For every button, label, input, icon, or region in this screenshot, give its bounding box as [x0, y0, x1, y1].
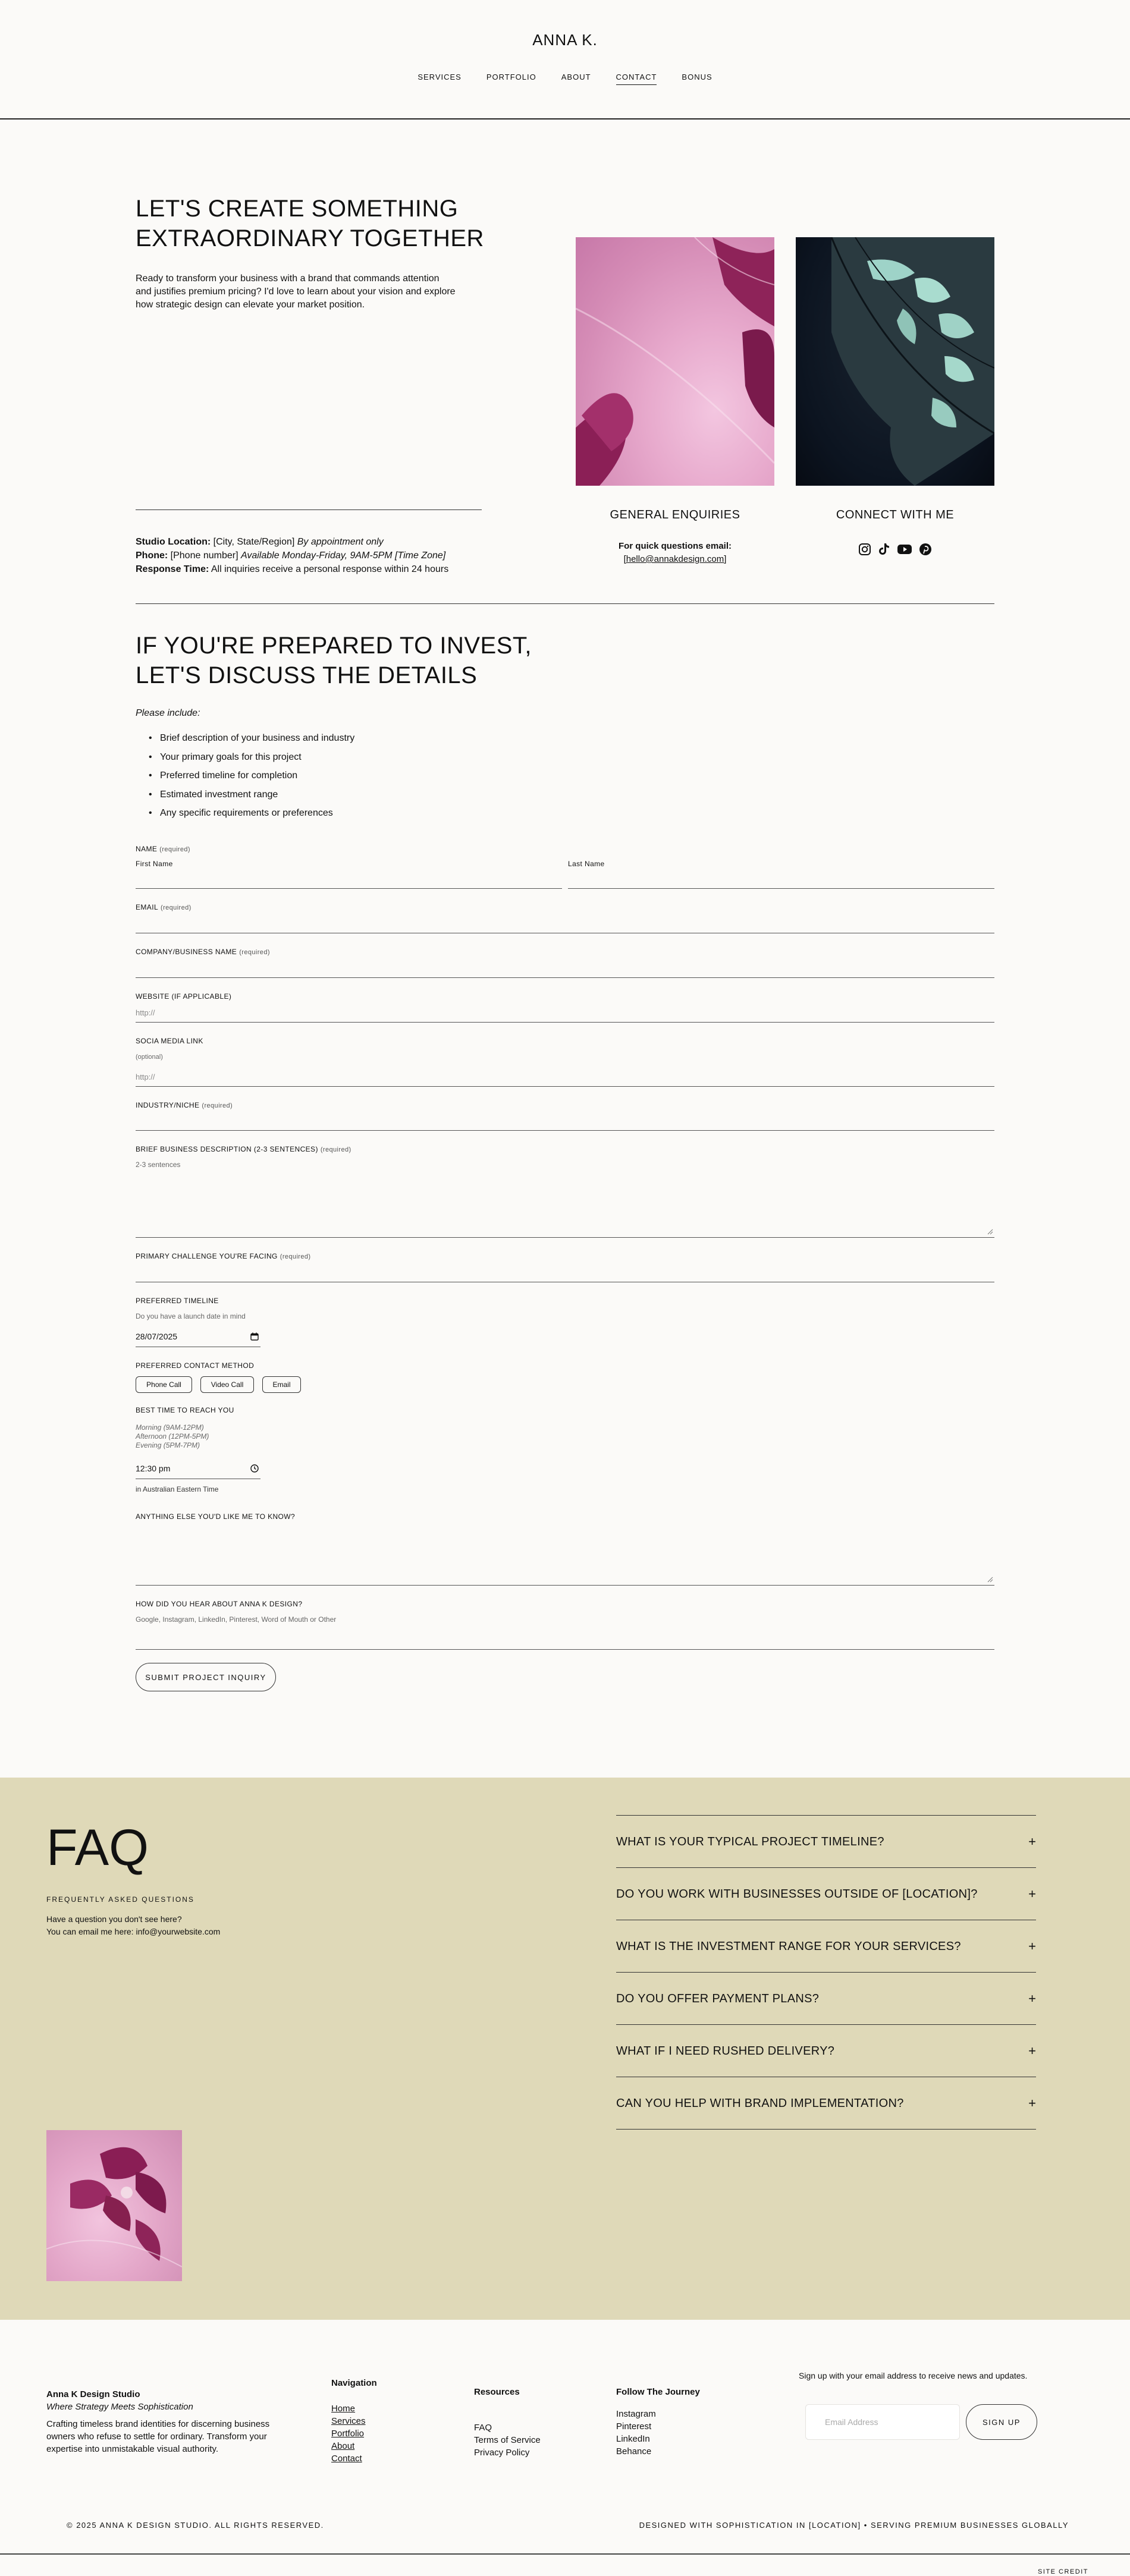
footer-divider — [0, 2553, 1130, 2555]
nav-portfolio[interactable]: PORTFOLIO — [486, 73, 536, 81]
copyright: © 2025 ANNA K DESIGN STUDIO. ALL RIGHTS RESERVED. — [67, 2521, 324, 2530]
nav-contact[interactable]: CONTACT — [616, 73, 657, 85]
footer-link-home[interactable]: Home — [331, 2404, 356, 2414]
tiktok-icon[interactable] — [878, 543, 890, 556]
footer-link-services[interactable]: Services — [331, 2416, 366, 2426]
faq-item[interactable] — [616, 2024, 1036, 2077]
nav-bonus[interactable]: BONUS — [682, 73, 712, 81]
first-name-label: First Name — [136, 860, 173, 868]
footer-resources-links — [474, 2421, 541, 2459]
faq-orchid-image — [46, 2130, 182, 2281]
signup-button[interactable]: SIGN UP — [966, 2404, 1037, 2440]
brand-logo[interactable]: ANNA K. — [532, 31, 598, 49]
first-name-field[interactable] — [136, 888, 562, 889]
connect-title: CONNECT WITH ME — [836, 508, 955, 521]
faq-bottom-divider — [616, 2129, 1036, 2130]
best-time-label: BEST TIME TO REACH YOU — [136, 1406, 234, 1414]
list-item: • Preferred timeline for completion — [149, 770, 298, 781]
website-field-line — [136, 1022, 994, 1023]
website-label: WEBSITE (IF APPLICABLE) — [136, 992, 232, 1001]
orchid-image — [576, 237, 774, 486]
faq-question: DO YOU WORK WITH BUSINESSES OUTSIDE OF [LOCATION]? — [616, 1888, 978, 1901]
video-call-option[interactable]: Video Call — [200, 1376, 254, 1393]
list-item: • Estimated investment range — [149, 789, 278, 800]
faq-item[interactable] — [616, 1867, 1036, 1920]
intro-text: Ready to transform your business with a brand that commands attention and justifies premium pricing? I'd love to learn about your vision and explore how strategic design can elevate your market position. — [136, 273, 456, 310]
footer-follow-links — [616, 2408, 656, 2458]
submit-inquiry-button[interactable]: SUBMIT PROJECT INQUIRY — [136, 1663, 276, 1691]
general-enquiries-title: GENERAL ENQUIRIES — [610, 508, 740, 521]
studio-divider — [136, 509, 482, 510]
butterfly-wing-image — [796, 237, 994, 486]
enquiries-label: For quick questions email: — [618, 541, 732, 551]
footer-link-terms[interactable]: Terms of Service — [474, 2435, 541, 2445]
faq-item[interactable] — [616, 1815, 1036, 1867]
footer-description: Crafting timeless brand identities for discerning business owners who refuse to settle for ordinary. Transform your expertise into unmistakable visual authority. — [46, 2419, 270, 2454]
nav-services[interactable]: SERVICES — [418, 73, 462, 81]
company-label: COMPANY/BUSINESS NAME (required) — [136, 948, 270, 956]
faq-item[interactable] — [616, 2077, 1036, 2129]
social-label: SOCIA MEDIA LINK — [136, 1037, 203, 1045]
last-name-label: Last Name — [568, 860, 605, 868]
social-input[interactable]: http:// — [136, 1072, 155, 1081]
social-field-line — [136, 1086, 994, 1087]
plus-icon[interactable]: + — [1028, 2043, 1036, 2058]
plus-icon[interactable]: + — [1028, 1991, 1036, 2006]
footer-link-about[interactable]: About — [331, 2441, 355, 2451]
plus-icon[interactable]: + — [1028, 1886, 1036, 1901]
hear-about-field[interactable] — [136, 1649, 994, 1650]
social-optional: (optional) — [136, 1053, 163, 1061]
timeline-hint: Do you have a launch date in mind — [136, 1312, 246, 1320]
industry-field[interactable] — [136, 1130, 994, 1131]
resize-handle[interactable] — [987, 1577, 993, 1583]
footer-follow-title: Follow The Journey — [616, 2387, 700, 2397]
footer-link-contact[interactable]: Contact — [331, 2454, 362, 2464]
intro-title: LET'S CREATE SOMETHING EXTRAORDINARY TOGETHER — [136, 196, 484, 251]
instagram-icon[interactable] — [858, 543, 871, 556]
footer-link-linkedin[interactable]: LinkedIn — [616, 2434, 650, 2444]
newsletter-email-input[interactable]: Email Address — [805, 2404, 960, 2440]
challenge-label: PRIMARY CHALLENGE YOU'RE FACING (required) — [136, 1252, 311, 1260]
nav-about[interactable]: ABOUT — [561, 73, 591, 81]
timeline-label: PREFERRED TIMELINE — [136, 1297, 219, 1305]
designed-note: DESIGNED WITH SOPHISTICATION IN [LOCATION] • SERVING PREMIUM BUSINESSES GLOBALLY — [639, 2521, 1069, 2530]
header-divider — [0, 118, 1130, 119]
list-item: • Brief description of your business and industry — [149, 733, 355, 743]
section-divider — [136, 603, 994, 604]
main-nav — [0, 73, 1130, 85]
please-include: Please include: — [136, 708, 200, 718]
footer-link-faq[interactable]: FAQ — [474, 2423, 492, 2433]
calendar-icon[interactable] — [250, 1332, 259, 1341]
plus-icon[interactable]: + — [1028, 1834, 1036, 1849]
time-zone-note: in Australian Eastern Time — [136, 1485, 219, 1493]
anything-else-textarea[interactable] — [136, 1523, 994, 1585]
description-field-line — [136, 1237, 994, 1238]
footer-nav-title: Navigation — [331, 2378, 377, 2388]
faq-title: FAQ — [46, 1819, 149, 1876]
studio-info: Studio Location: [City, State/Region] By appointment only Phone: [Phone number] Available Monday-Friday, 9AM-5PM [Time Zone] Response Time: All inquiries receive a personal response within 24 hours — [136, 537, 449, 574]
youtube-icon[interactable] — [897, 544, 912, 555]
faq-question: DO YOU OFFER PAYMENT PLANS? — [616, 1992, 820, 2005]
faq-question: CAN YOU HELP WITH BRAND IMPLEMENTATION? — [616, 2097, 904, 2110]
timeline-date-input[interactable]: 28/07/2025 — [136, 1332, 178, 1341]
faq-question: WHAT IF I NEED RUSHED DELIVERY? — [616, 2045, 835, 2058]
description-input[interactable]: 2-3 sentences — [136, 1160, 181, 1169]
website-input[interactable]: http:// — [136, 1008, 155, 1017]
list-item: • Your primary goals for this project — [149, 751, 302, 762]
social-icons — [858, 543, 932, 556]
best-time-input[interactable]: 12:30 pm — [136, 1464, 171, 1473]
plus-icon[interactable]: + — [1028, 2096, 1036, 2111]
footer-link-behance[interactable]: Behance — [616, 2446, 652, 2457]
faq-subtitle: FREQUENTLY ASKED QUESTIONS — [46, 1895, 194, 1904]
last-name-field[interactable] — [568, 888, 994, 889]
list-item: • Any specific requirements or preferences — [149, 808, 333, 818]
enquiries-email-link[interactable]: [hello@annakdesign.com] — [623, 554, 727, 564]
invest-title: IF YOU'RE PREPARED TO INVEST, LET'S DISCUSS THE DETAILS — [136, 633, 532, 688]
anything-else-field-line — [136, 1585, 994, 1586]
enquiries-block — [576, 540, 774, 566]
site-credit-link[interactable]: SITE CREDIT — [1038, 2568, 1088, 2575]
company-field[interactable] — [136, 977, 994, 978]
footer-link-instagram[interactable]: Instagram — [616, 2409, 656, 2419]
industry-label: INDUSTRY/NICHE (required) — [136, 1101, 233, 1109]
faq-contact-text: Have a question you don't see here? You can email me here: info@yourwebsite.com — [46, 1914, 221, 1936]
include-list — [149, 729, 354, 823]
best-time-hints: Morning (9AM-12PM) Afternoon (12PM-5PM) Evening (5PM-7PM) — [136, 1423, 209, 1449]
faq-question: WHAT IS THE INVESTMENT RANGE FOR YOUR SERVICES? — [616, 1940, 961, 1953]
footer-brand: Anna K Design Studio Where Strategy Meets Sophistication — [46, 2389, 193, 2412]
newsletter-text: Sign up with your email address to receive news and updates. — [799, 2371, 1028, 2380]
plus-icon[interactable]: + — [1028, 1939, 1036, 1954]
footer-link-portfolio[interactable]: Portfolio — [331, 2429, 365, 2439]
email-option[interactable]: Email — [262, 1376, 301, 1393]
phone-call-option[interactable]: Phone Call — [136, 1376, 192, 1393]
anything-else-label: ANYTHING ELSE YOU'D LIKE ME TO KNOW? — [136, 1512, 296, 1521]
footer-link-pinterest[interactable]: Pinterest — [616, 2421, 652, 2432]
faq-question: WHAT IS YOUR TYPICAL PROJECT TIMELINE? — [616, 1835, 884, 1848]
hear-about-hint: Google, Instagram, LinkedIn, Pinterest, Word of Mouth or Other — [136, 1615, 337, 1624]
name-label: NAME (required) — [136, 845, 190, 853]
pinterest-icon[interactable] — [919, 543, 932, 556]
footer-link-privacy[interactable]: Privacy Policy — [474, 2448, 530, 2458]
hear-about-label: HOW DID YOU HEAR ABOUT ANNA K DESIGN? — [136, 1600, 303, 1608]
description-label: BRIEF BUSINESS DESCRIPTION (2-3 SENTENCES) (required) — [136, 1145, 351, 1153]
resize-handle[interactable] — [987, 1229, 993, 1235]
contact-method-label: PREFERRED CONTACT METHOD — [136, 1361, 255, 1370]
email-label: EMAIL (required) — [136, 903, 192, 911]
faq-item[interactable] — [616, 1972, 1036, 2024]
footer-nav-links — [331, 2402, 366, 2465]
faq-item[interactable] — [616, 1920, 1036, 1972]
footer-resources-title: Resources — [474, 2387, 520, 2397]
clock-icon[interactable] — [250, 1464, 259, 1473]
